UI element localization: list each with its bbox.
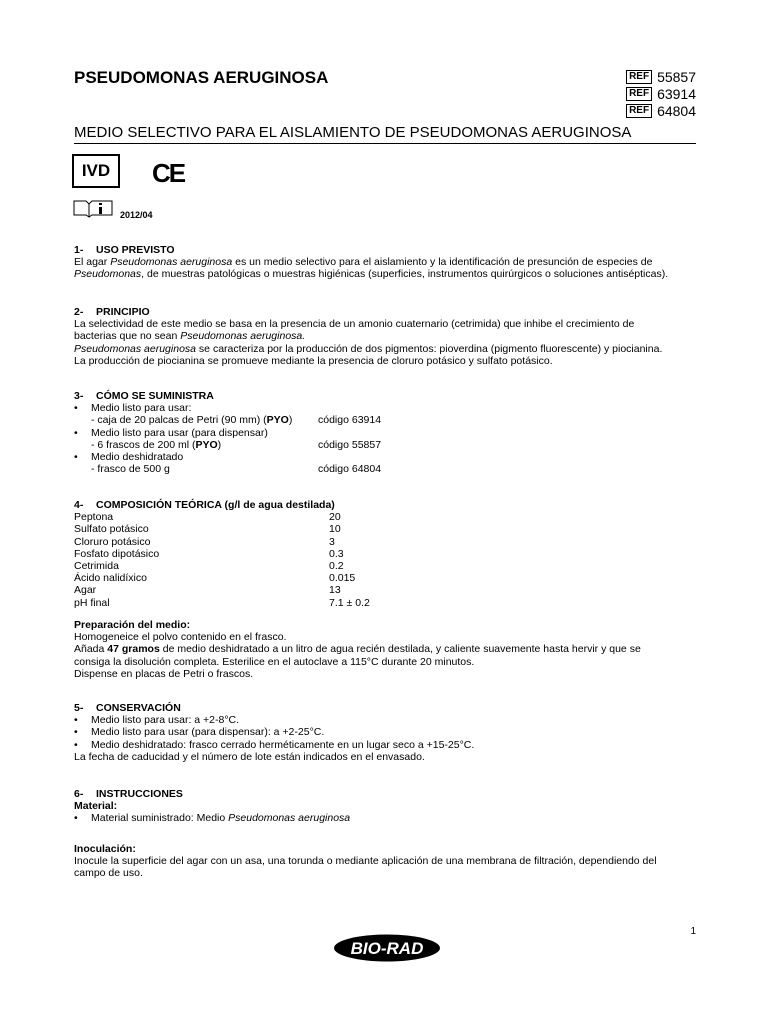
paragraph: La selectividad de este medio se basa en la presencia de un amonio cuaternario (cetrimida) que inhibe el crecimiento de (74, 318, 635, 331)
ref-row (586, 68, 696, 85)
ref-code: 55857 (657, 68, 696, 85)
ivd-symbol: IVD (72, 154, 120, 188)
product-code: código 64804 (318, 463, 382, 476)
ref-label: REF (626, 104, 652, 118)
section-uso-previsto (74, 244, 696, 281)
paragraph: La producción de piocianina se promueve mediante la presencia de cloruro potásico y sulfato potásico. (74, 354, 553, 367)
ce-mark: CE (152, 158, 185, 188)
section-heading: 4- COMPOSICIÓN TEÓRICA (g/l de agua destilada) (74, 499, 335, 511)
ref-label: REF (626, 87, 652, 101)
section-suministro (74, 390, 696, 475)
bio-rad-logo (333, 934, 441, 962)
product-row: - frasco de 500 g código 64804 (74, 463, 696, 475)
paragraph: El agar Pseudomonas aeruginosa es un medio selectivo para el aislamiento y la identificación de presunción de especies de (74, 256, 653, 269)
composition-row: Ácido nalidíxico 0.015 (74, 572, 356, 585)
composition-row: Sulfato potásico 10 (74, 523, 341, 536)
section-heading: 1- USO PREVISTO (74, 244, 175, 256)
paragraph: Homogeneice el polvo contenido en el frasco. (74, 631, 287, 644)
composition-row: Cetrimida 0.2 (74, 560, 344, 573)
paragraph: Dispense en placas de Petri o frascos. (74, 667, 254, 680)
subheading: Preparación del medio: (74, 619, 191, 631)
section-heading: 2- PRINCIPIO (74, 306, 150, 318)
list-item: • Medio listo para usar: a +2-8°C. (74, 714, 240, 727)
subheading: Inoculación: (74, 843, 136, 855)
list-item: • Medio listo para usar (para dispensar) (74, 426, 268, 439)
preparation (74, 619, 696, 680)
inoculation (74, 843, 696, 880)
section-principio (74, 306, 696, 367)
paragraph: Pseudomonas, de muestras patológicas o muestras higiénicas (superficies, instrumentos quirúrgicos o soluciones antisépticas). (74, 268, 669, 281)
document-title: PSEUDOMONAS AERUGINOSA (74, 68, 329, 87)
composition-row: Agar 13 (74, 584, 341, 597)
instructions-icon (73, 198, 113, 218)
ref-code: 63914 (657, 85, 696, 102)
revision-date: 2012/04 (120, 210, 153, 220)
paragraph: Añada 47 gramos de medio deshidratado a un litro de agua recién destilada, y caliente suavemente hasta hervir y que se (74, 643, 641, 656)
list-item: • Medio deshidratado: frasco cerrado herméticamente en un lugar seco a +15-25°C. (74, 738, 475, 751)
section-composicion (74, 499, 696, 609)
page-number: 1 (690, 926, 696, 937)
header-divider (74, 143, 696, 144)
section-instrucciones (74, 788, 696, 825)
composition-row: Fosfato dipotásico 0.3 (74, 547, 344, 560)
list-item: • Medio deshidratado (74, 451, 184, 464)
section-heading: 3- CÓMO SE SUMINISTRA (74, 390, 214, 402)
product-row: - 6 frascos de 200 ml (PYO) código 55857 (74, 439, 696, 451)
logo-text: BIO-RAD (350, 939, 424, 958)
composition-row: Peptona 20 (74, 511, 341, 524)
section-heading: 6- INSTRUCCIONES (74, 788, 183, 800)
subheading: Material: (74, 800, 118, 813)
product-code: código 63914 (318, 414, 382, 427)
paragraph: campo de uso. (74, 867, 143, 880)
product-code: código 55857 (318, 438, 382, 451)
product-row: - caja de 20 palcas de Petri (90 mm) (PYO) código 63914 (74, 414, 696, 426)
paragraph: Inocule la superficie del agar con un asa, una torunda o mediante aplicación de una membrana de filtración, dependiendo del (74, 855, 657, 868)
paragraph: Pseudomonas aeruginosa se caracteriza por la producción de dos pigmentos: pioverdina (pigmento fluorescente) y piocianina. (74, 342, 663, 355)
list-item: • Medio listo para usar (para dispensar): a +2-25°C. (74, 726, 325, 739)
paragraph: consiga la disolución completa. Esterilice en el autoclave a 115°C durante 20 minutos. (74, 655, 475, 668)
section-heading: 5- CONSERVACIÓN (74, 702, 181, 714)
ref-row (586, 85, 696, 102)
ref-label: REF (626, 70, 652, 84)
ref-code: 64804 (657, 102, 696, 119)
section-conservacion (74, 702, 696, 763)
paragraph: La fecha de caducidad y el número de lote están indicados en el envasado. (74, 750, 425, 763)
document-subtitle: MEDIO SELECTIVO PARA EL AISLAMIENTO DE PSEUDOMONAS AERUGINOSA (74, 124, 632, 141)
composition-row: pH final 7.1 ± 0.2 (74, 596, 370, 609)
composition-row: Cloruro potásico 3 (74, 535, 335, 548)
list-item: • Medio listo para usar: (74, 402, 192, 415)
paragraph: bacterias que no sean Pseudomonas aeruginosa. (74, 330, 306, 343)
list-item: • Material suministrado: Medio Pseudomonas aeruginosa (74, 812, 351, 825)
reference-codes (586, 68, 696, 119)
ref-row (586, 102, 696, 119)
